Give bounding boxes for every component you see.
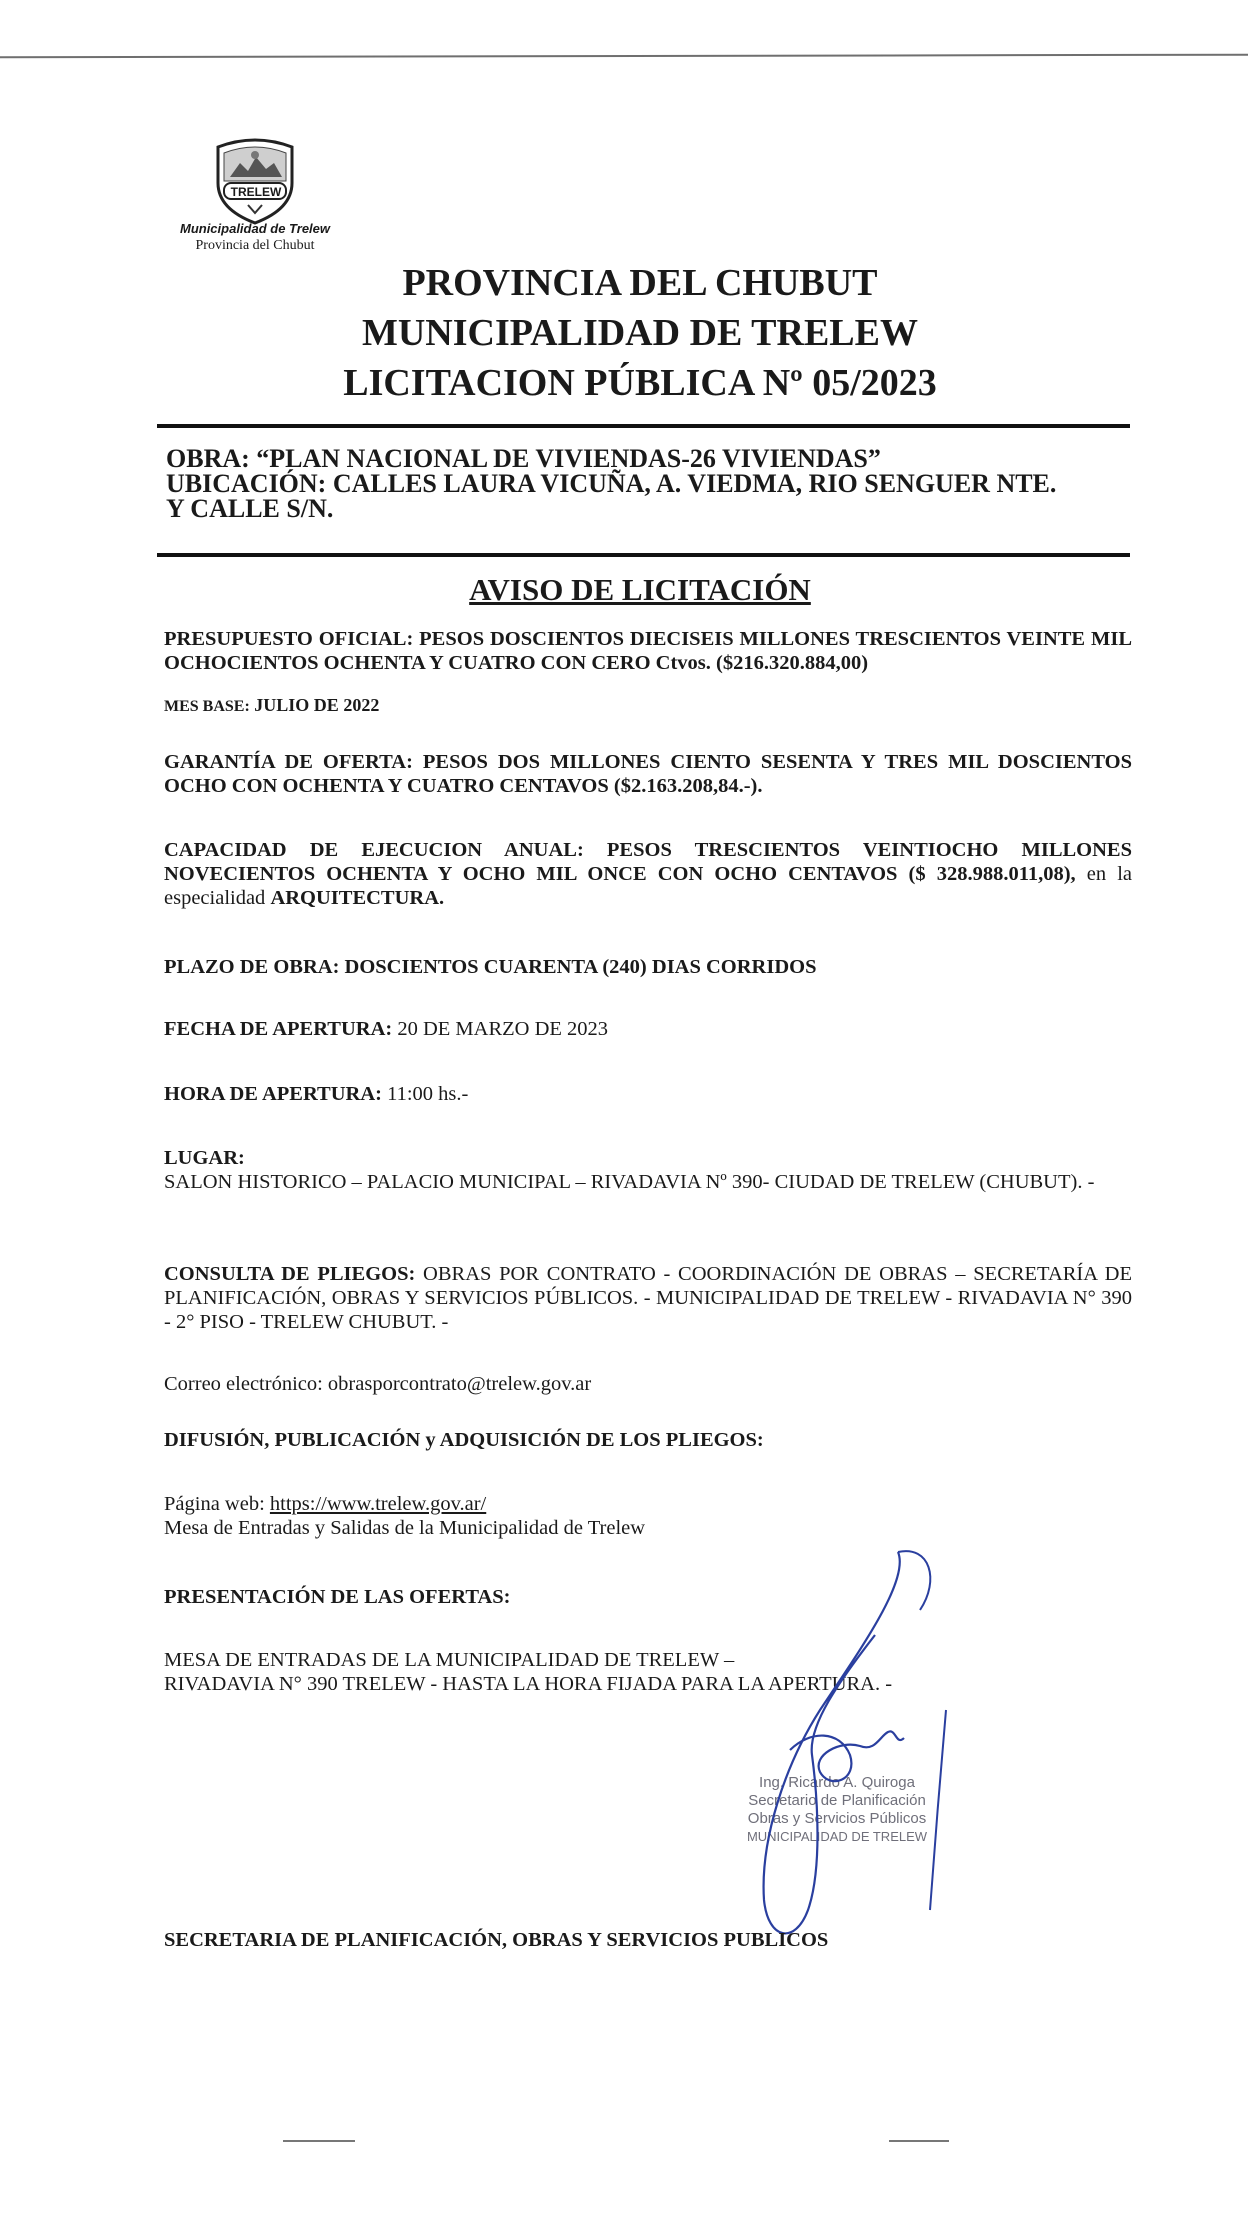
title-tender-number: LICITACION PÚBLICA Nº 05/2023 [343,362,937,404]
stamp-role: Secretario de Planificación [748,1792,926,1809]
capacidad-ejecucion [164,838,1132,910]
mes-base-label: MES BASE: [164,698,250,715]
consulta-value: OBRAS POR CONTRATO - COORDINACIÓN DE OBRAS – SECRETARÍA DE PLANIFICACIÓN, OBRAS Y SERVICIOS PÚBLICOS. - MUNICIPALIDAD DE TRELEW - RIVADAVIA N° 390 - 2° PISO - TRELEW CHUBUT. - [164,1263,1132,1333]
ubicacion-line: UBICACIÓN: CALLES LAURA VICUÑA, A. VIEDMA, RIO SENGUER NTE. [166,469,1057,498]
presupuesto-oficial [164,627,1132,675]
fecha-label: FECHA DE APERTURA: [164,1018,393,1040]
aviso-title: AVISO DE LICITACIÓN [469,572,811,607]
lugar [164,1146,1132,1194]
handwritten-signature-icon [700,1540,960,1950]
consulta-pliegos [164,1262,1132,1334]
mes-base-value: JULIO DE 2022 [254,695,380,715]
municipal-crest-icon [210,137,300,227]
garantia-text: GARANTÍA DE OFERTA: PESOS DOS MILLONES CIENTO SESENTA Y TRES MIL DOSCIENTOS OCHO CON OCHENTA Y CUATRO CENTAVOS ($2.163.208,84.-). [164,751,1132,797]
scan-edge-line [0,54,1248,59]
footer-mark-left [283,2140,355,2142]
mesa-entradas: Mesa de Entradas y Salidas de la Municipalidad de Trelew [164,1517,646,1539]
stamp-name: Ing. Ricardo A. Quiroga [759,1774,915,1791]
footer-text: SECRETARIA DE PLANIFICACIÓN, OBRAS Y SERVICIOS PUBLICOS [164,1929,829,1951]
garantia-oferta [164,750,1132,798]
presentacion-details [164,1648,1132,1696]
obra-line: OBRA: “PLAN NACIONAL DE VIVIENDAS-26 VIVIENDAS” [166,444,881,473]
presentacion-line-2: RIVADAVIA N° 390 TRELEW - HASTA LA HORA FIJADA PARA LA APERTURA. - [164,1673,893,1695]
plazo-obra [164,955,1132,979]
web-label: Página web: [164,1493,270,1515]
divider-top [157,424,1130,428]
ubicacion-line-2: Y CALLE S/N. [166,494,334,523]
obra-block [166,446,1116,521]
lugar-label: LUGAR: [164,1147,245,1169]
stamp-department: Obras y Servicios Públicos [747,1810,927,1827]
footer-secretaria [164,1928,1132,1952]
footer-mark-right [889,2140,949,2142]
difusion-details [164,1492,1132,1540]
presentacion-heading [164,1585,1132,1609]
hora-value: 11:00 hs.- [381,1083,469,1105]
logo-subcaption: Provincia del Chubut [195,238,315,253]
title-province: PROVINCIA DEL CHUBUT [402,262,878,304]
hora-label: HORA DE APERTURA: [164,1083,382,1105]
title-municipality: MUNICIPALIDAD DE TRELEW [362,312,918,354]
especialidad: ARQUITECTURA. [270,887,445,909]
capacidad-connector: en la especialidad [164,863,1132,909]
stamp-institution: MUNICIPALIDAD DE TRELEW [746,1829,928,1844]
web-link[interactable]: https://www.trelew.gov.ar/ [269,1493,487,1515]
presentacion-heading-text: PRESENTACIÓN DE LAS OFERTAS: [164,1586,511,1608]
difusion-heading-text: DIFUSIÓN, PUBLICACIÓN y ADQUISICIÓN DE LOS PLIEGOS: [164,1429,764,1451]
consulta-label: CONSULTA DE PLIEGOS: [164,1263,416,1285]
plazo-text: PLAZO DE OBRA: DOSCIENTOS CUARENTA (240) DIAS CORRIDOS [164,956,817,978]
difusion-heading [164,1428,1132,1452]
presupuesto-text: PRESUPUESTO OFICIAL: PESOS DOSCIENTOS DIECISEIS MILLONES TRESCIENTOS VEINTE MIL OCHOCIENTOS OCHENTA Y CUATRO CON CERO Ctvos. ($216.320.884,00) [164,628,1132,674]
mes-base [164,693,1132,719]
logo-caption: Municipalidad de Trelew [179,221,330,236]
presentacion-line-1: MESA DE ENTRADAS DE LA MUNICIPALIDAD DE TRELEW – [164,1649,735,1671]
fecha-apertura [164,1017,1132,1041]
fecha-value: 20 DE MARZO DE 2023 [392,1018,609,1040]
divider-bottom [157,553,1130,557]
lugar-value: SALON HISTORICO – PALACIO MUNICIPAL – RIVADAVIA Nº 390- CIUDAD DE TRELEW (CHUBUT). - [164,1171,1095,1193]
logo-text: TRELEW [230,185,282,199]
capacidad-text: CAPACIDAD DE EJECUCION ANUAL: PESOS TRESCIENTOS VEINTIOCHO MILLONES NOVECIENTOS OCHENTA Y OCHO MIL ONCE CON OCHO CENTAVOS ($ 328.988.011,08), [164,839,1132,885]
hora-apertura [164,1082,1132,1106]
correo-electronico: Correo electrónico: obrasporcontrato@trelew.gov.ar [164,1373,592,1395]
